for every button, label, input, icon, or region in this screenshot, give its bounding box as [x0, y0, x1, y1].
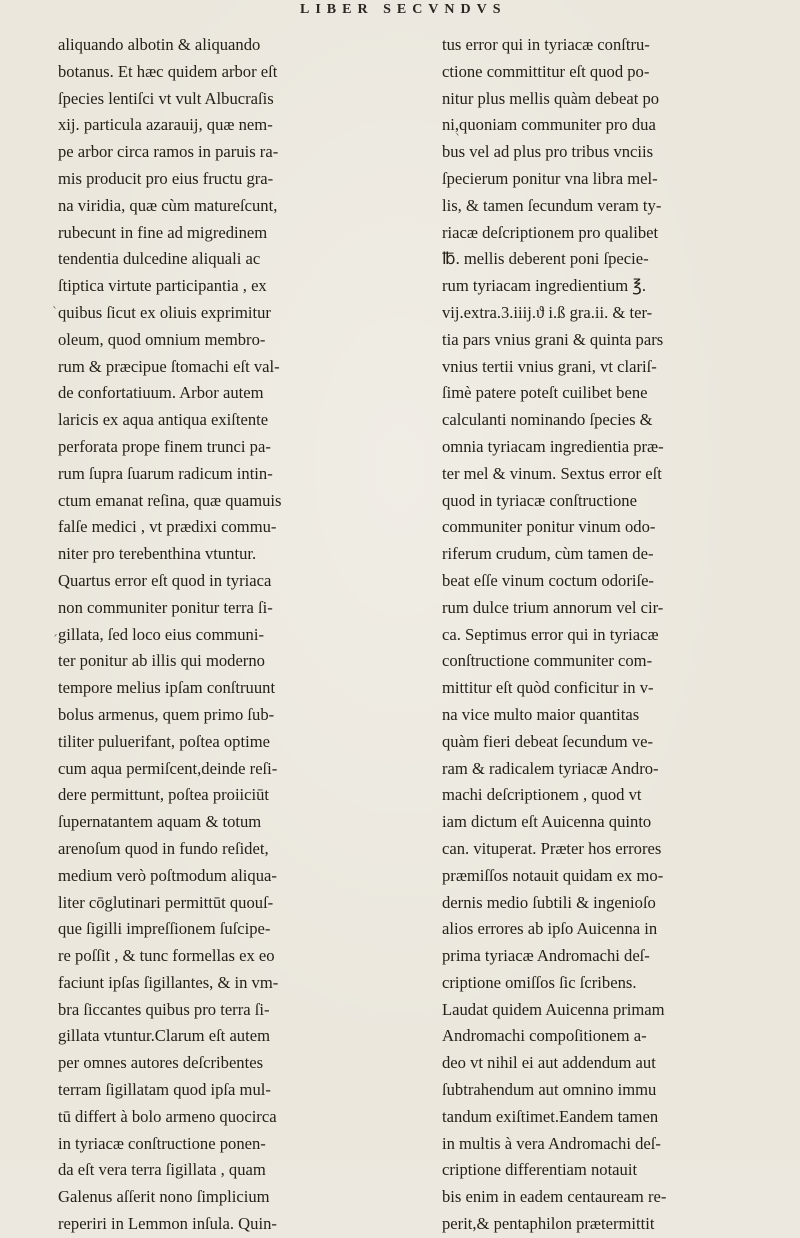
right-column-text-line: ſubtrahendum aut omnino immu: [442, 1080, 657, 1100]
left-column-text-line: ſtiptica virtute participantia , ex: [58, 276, 267, 296]
left-column-text-line: da eſt vera terra ſigillata , quam: [58, 1160, 266, 1180]
left-column-text-line: tendentia dulcedine aliquali ac: [58, 249, 261, 269]
left-column-text-line: tū differt à bolo armeno quocirca: [58, 1106, 277, 1126]
left-column-text-line: bra ſiccantes quibus pro terra ſi-: [58, 999, 270, 1019]
left-column-text-line: mis producit pro eius fructu gra-: [58, 168, 274, 188]
right-column-text-line: quàm fieri debeat ſecundum ve-: [442, 731, 654, 751]
right-column-text-line: ſpecierum ponitur vna libra mel-: [442, 168, 658, 188]
left-column-text-line: cum aqua permiſcent,deinde reſi-: [58, 758, 278, 778]
right-column-text-line: lis, & tamen ſecundum veram ty-: [442, 195, 662, 215]
left-column-text-line: faciunt ipſas ſigillantes, & in vm-: [58, 972, 279, 992]
left-column-text-line: de confortatiuum. Arbor autem: [58, 383, 264, 403]
left-column-text-line: Galenus aſſerit nono ſimplicium: [58, 1187, 270, 1207]
left-column-text-line: bolus armenus, quem primo ſub-: [58, 704, 275, 724]
right-text-column: [442, 32, 782, 1238]
left-column-text-line: xij. particula azarauij, quæ nem-: [58, 115, 273, 135]
left-column-text-line: in tyriacæ conſtructione ponen-: [58, 1133, 266, 1153]
left-column-text-line: perforata prope finem trunci pa-: [58, 436, 271, 456]
left-column-text-line: re poſſit , & tunc formellas ex eo: [58, 946, 275, 966]
margin-tick-mark: ˊ: [52, 633, 58, 647]
right-column-text-line: vij.extra.3.iiij.ϑ i.ß gra.ii. & ter-: [442, 302, 653, 322]
right-column-text-line: ter mel & vinum. Sextus error eſt: [442, 463, 662, 483]
left-column-text-line: liter cōglutinari permittūt quouſ-: [58, 892, 274, 912]
right-column-text-line: Andromachi compoſitionem a-: [442, 1026, 647, 1046]
left-column-text-line: oleum, quod omnium membro-: [58, 329, 266, 349]
right-column-text-line: nitur plus mellis quàm debeat po: [442, 88, 660, 108]
left-column-text-line: ctum emanat reſina, quæ quamuis: [58, 490, 282, 510]
left-column-text-line: gillata vtuntur.Clarum eſt autem: [58, 1026, 270, 1046]
left-column-text-line: na viridia, quæ cùm matureſcunt,: [58, 195, 278, 215]
right-column-text-line: conſtructione communiter com-: [442, 651, 653, 671]
right-column-text-line: alios errores ab ipſo Auicenna in: [442, 919, 658, 939]
running-head: LIBER SECVNDVS: [300, 2, 507, 17]
right-column-text-line: tandum exiſtimet.Eandem tamen: [442, 1106, 659, 1126]
left-column-text-line: gillata, ſed loco eius communi-: [58, 624, 264, 644]
left-column-text-line: ter ponitur ab illis qui moderno: [58, 651, 265, 671]
right-column-text-line: perit,& pentaphilon prætermittit: [442, 1214, 655, 1234]
right-column-text-line: bis enim in eadem centauream re-: [442, 1187, 667, 1207]
left-column-text-line: arenoſum quod in fundo reſidet,: [58, 838, 269, 858]
margin-tick-mark: ˋ: [455, 132, 461, 146]
left-column-text-line: per omnes autores deſcribentes: [58, 1053, 264, 1073]
left-column-text-line: Quartus error eſt quod in tyriaca: [58, 570, 272, 590]
left-column-text-line: ſpecies lentiſci vt vult Albucraſis: [58, 88, 274, 108]
right-column-text-line: ram & radicalem tyriacæ Andro-: [442, 758, 659, 778]
right-column-text-line: dernis medio ſubtili & ingenioſo: [442, 892, 656, 912]
right-column-text-line: prima tyriacæ Andromachi deſ-: [442, 946, 650, 966]
right-column-text-line: in multis à vera Andromachi deſ-: [442, 1133, 661, 1153]
right-column-text-line: vnius tertii vnius grani, vt clariſ-: [442, 356, 657, 376]
left-column-text-line: niter pro terebenthina vtuntur.: [58, 544, 257, 564]
left-column-text-line: reperiri in Lemmon inſula. Quin-: [58, 1214, 277, 1234]
left-column-text-line: non communiter ponitur terra ſi-: [58, 597, 273, 617]
right-column-text-line: riacæ deſcriptionem pro qualibet: [442, 222, 659, 242]
right-column-text-line: tus error qui in tyriacæ conſtru-: [442, 35, 650, 54]
right-column-text-line: præmiſſos notauit quidam ex mo-: [442, 865, 664, 885]
right-column-text-line: communiter ponitur vinum odo-: [442, 517, 656, 537]
right-column-text-line: criptione differentiam notauit: [442, 1160, 638, 1180]
right-column-text-line: Laudat quidem Auicenna primam: [442, 999, 665, 1019]
right-column-text-line: quod in tyriacæ conſtructione: [442, 490, 637, 510]
left-column-text-line: que ſigilli impreſſionem ſuſcipe-: [58, 919, 271, 939]
left-column-text-line: botanus. Et hæc quidem arbor eſt: [58, 61, 278, 81]
right-column-text-line: criptione omiſſos ſic ſcribens.: [442, 972, 637, 992]
left-column-text-line: ſupernatantem aquam & totum: [58, 812, 262, 832]
right-column-text-line: ctione committitur eſt quod po-: [442, 61, 650, 81]
right-column-text-line: ℔. mellis deberent poni ſpecie-: [442, 249, 649, 269]
left-column-text-line: tempore melius ipſam conſtruunt: [58, 678, 276, 698]
right-column-text-line: tia pars vnius grani & quinta pars: [442, 329, 664, 349]
left-column-text-line: terram ſigillatam quod ipſa mul-: [58, 1080, 271, 1100]
right-column-text-line: can. vituperat. Præter hos errores: [442, 838, 662, 858]
right-column-text-line: riferum crudum, cùm tamen de-: [442, 544, 654, 564]
left-column-text-line: rum & præcipue ſtomachi eſt val-: [58, 356, 280, 376]
right-column-text-line: ni,quoniam communiter pro dua: [442, 115, 656, 135]
right-column-text-line: deo vt nihil ei aut addendum aut: [442, 1053, 656, 1073]
left-column-text-line: pe arbor circa ramos in paruis ra-: [58, 142, 279, 162]
left-column-text-line: falſe medici , vt prædixi commu-: [58, 517, 277, 537]
left-text-column: [58, 32, 403, 1238]
right-column-text-line: bus vel ad plus pro tribus vnciis: [442, 142, 654, 162]
left-column-text-line: dere permittunt, poſtea proiiciūt: [58, 785, 270, 805]
left-column-text-line: aliquando albotin & aliquando: [58, 35, 261, 54]
left-column-text-line: quibus ſicut ex oliuis exprimitur: [58, 302, 271, 322]
left-column-text-line: medium verò poſtmodum aliqua-: [58, 865, 277, 885]
left-column-text-line: rum ſupra ſuarum radicum intin-: [58, 463, 273, 483]
right-column-text-line: omnia tyriacam ingredientia præ-: [442, 436, 664, 456]
right-column-text-line: na vice multo maior quantitas: [442, 704, 640, 724]
right-column-text-line: iam dictum eſt Auicenna quinto: [442, 812, 652, 832]
right-column-text-line: mittitur eſt quòd conficitur in v-: [442, 678, 654, 698]
right-column-text-line: calculanti nominando ſpecies &: [442, 410, 653, 430]
right-column-text-line: beat eſſe vinum coctum odoriſe-: [442, 570, 654, 590]
right-column-text-line: ſimè patere poteſt cuilibet bene: [442, 383, 648, 403]
margin-tick-mark: ˋ: [52, 305, 58, 319]
left-column-text-line: rubecunt in fine ad migredinem: [58, 222, 268, 242]
left-column-text-line: tiliter puluerifant, poſtea optime: [58, 731, 270, 751]
left-column-text-line: laricis ex aqua antiqua exiſtente: [58, 410, 269, 430]
right-column-text-line: ca. Septimus error qui in tyriacæ: [442, 624, 659, 644]
right-column-text-line: machi deſcriptionem , quod vt: [442, 785, 642, 805]
right-column-text-line: rum tyriacam ingredientium ℥.: [442, 276, 647, 296]
right-column-text-line: rum dulce trium annorum vel cir-: [442, 597, 664, 617]
